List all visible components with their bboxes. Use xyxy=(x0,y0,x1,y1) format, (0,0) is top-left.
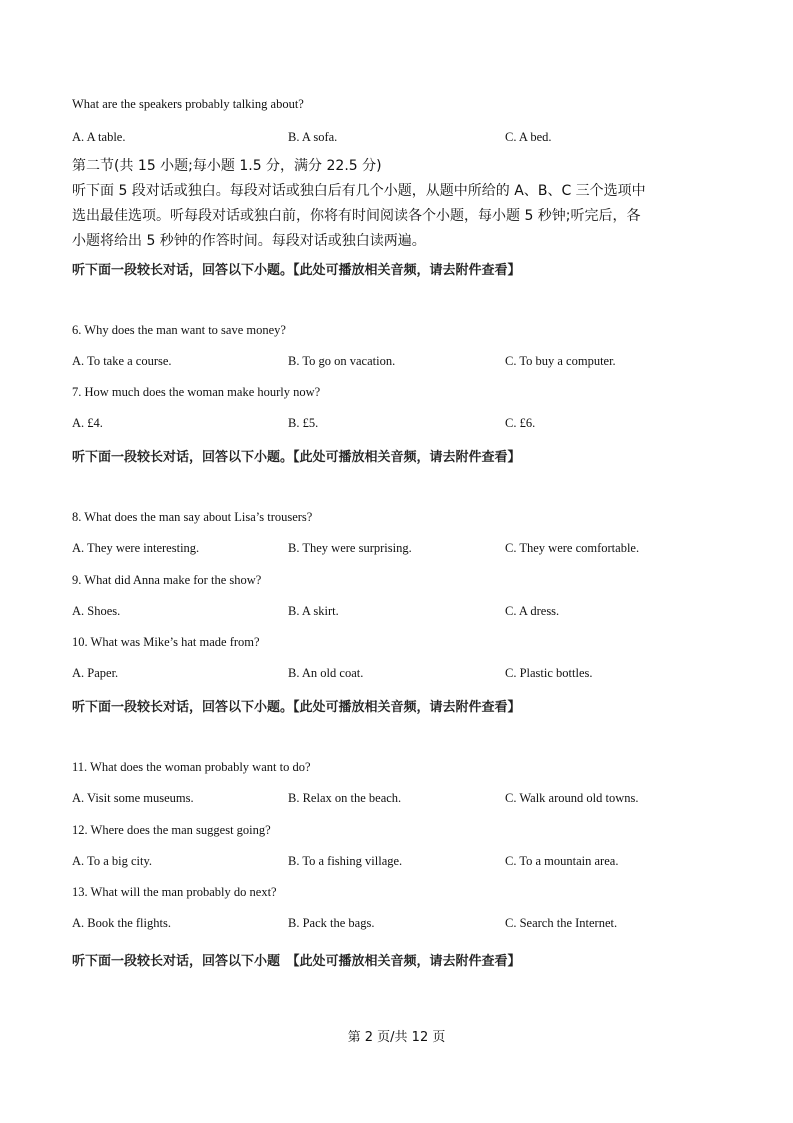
question-text: 8. What does the man say about Lisa’s trousers? xyxy=(72,510,313,524)
audio-note: 听下面一段较长对话，回答以下小题。【此处可播放相关音频，请去附件查看】 xyxy=(72,263,521,278)
option-a: A. £4. xyxy=(72,416,103,430)
option-c: C. A dress. xyxy=(505,604,560,618)
audio-note: 听下面一段较长对话，回答以下小题。【此处可播放相关音频，请去附件查看】 xyxy=(72,450,521,465)
option-b: B. A sofa. xyxy=(288,130,338,144)
option-a: A. Book the flights. xyxy=(72,916,171,930)
instruction-line: 小题将给出 5 秒钟的作答时间。每段对话或独白读两遍。 xyxy=(72,233,426,249)
option-b: B. An old coat. xyxy=(288,666,364,680)
option-c: C. Search the Internet. xyxy=(505,916,618,930)
option-a: A. A table. xyxy=(72,130,126,144)
option-b: B. A skirt. xyxy=(288,604,339,618)
option-a: A. Paper. xyxy=(72,666,119,680)
question-text: What are the speakers probably talking about? xyxy=(72,97,304,111)
instruction-line: 听下面 5 段对话或独白。每段对话或独白后有几个小题，从题中所给的 A、B、C 三个选项中 xyxy=(72,183,646,199)
question-text: 12. Where does the man suggest going? xyxy=(72,823,271,837)
option-b: B. They were surprising. xyxy=(288,541,412,555)
audio-note: 听下面一段较长对话，回答以下小题 【此处可播放相关音频，请去附件查看】 xyxy=(72,954,521,969)
option-a: A. They were interesting. xyxy=(72,541,200,555)
question-text: 11. What does the woman probably want to do? xyxy=(72,760,311,774)
question-text: 10. What was Mike’s hat made from? xyxy=(72,635,260,649)
page-number: 第 2 页/共 12 页 xyxy=(347,1030,446,1045)
option-b: B. To a fishing village. xyxy=(288,854,403,868)
option-b: B. To go on vacation. xyxy=(288,354,396,368)
question-text: 9. What did Anna make for the show? xyxy=(72,573,262,587)
option-c: C. They were comfortable. xyxy=(505,541,640,555)
instruction-line: 选出最佳选项。听每段对话或独白前，你将有时间阅读各个小题，每小题 5 秒钟;听完后，各 xyxy=(72,208,641,224)
question-text: 13. What will the man probably do next? xyxy=(72,885,277,899)
option-c: C. Plastic bottles. xyxy=(505,666,593,680)
option-a: A. To take a course. xyxy=(72,354,172,368)
option-a: A. Visit some museums. xyxy=(72,791,194,805)
question-text: 6. Why does the man want to save money? xyxy=(72,323,286,337)
option-c: C. £6. xyxy=(505,416,536,430)
option-b: B. Relax on the beach. xyxy=(288,791,402,805)
option-c: C. Walk around old towns. xyxy=(505,791,639,805)
option-c: C. To a mountain area. xyxy=(505,854,619,868)
option-a: A. To a big city. xyxy=(72,854,153,868)
option-c: C. A bed. xyxy=(505,130,552,144)
audio-note: 听下面一段较长对话，回答以下小题。【此处可播放相关音频，请去附件查看】 xyxy=(72,700,521,715)
option-a: A. Shoes. xyxy=(72,604,121,618)
option-c: C. To buy a computer. xyxy=(505,354,616,368)
section-heading: 第二节(共 15 小题;每小题 1.5 分，满分 22.5 分) xyxy=(72,158,382,174)
option-b: B. £5. xyxy=(288,416,319,430)
option-b: B. Pack the bags. xyxy=(288,916,375,930)
question-text: 7. How much does the woman make hourly now? xyxy=(72,385,321,399)
